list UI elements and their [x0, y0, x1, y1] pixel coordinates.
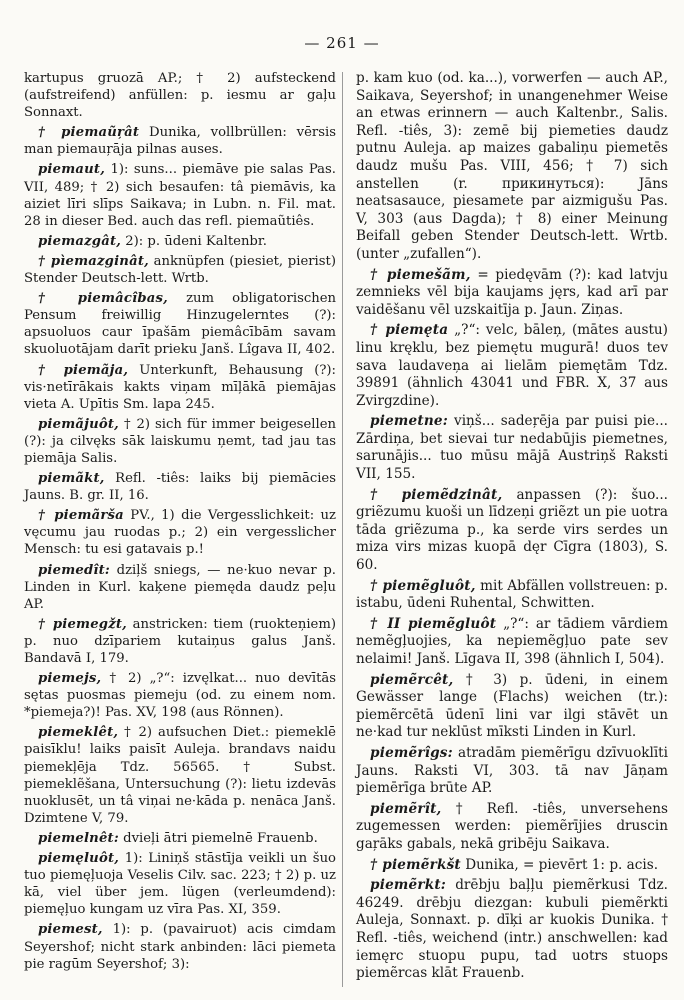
- dictionary-entry: [24, 253, 336, 287]
- entry-headword: piemęluôt,: [38, 851, 120, 867]
- dictionary-entry: [24, 416, 336, 467]
- dictionary-entry: [24, 724, 336, 827]
- dictionary-entry: [356, 857, 668, 875]
- entry-headword: † piemãja,: [38, 362, 129, 378]
- entry-text: † Refl. -tiês, unversehens zugemessen werden: piemẽrījies druscin gaŗāks gabals, nekā gribēju Saikava.: [356, 800, 668, 852]
- entry-text: 1): Liniņš stāstīja veikli un šuo tuo piemęļuoja Veselis Cilv. sac. 223; † 2) p. uz kā, viel über jem. lügen (verleumdend): piemęļuo kungam uz vīra Pas. XI, 359.: [24, 851, 336, 918]
- entry-headword: piemazgât,: [38, 233, 122, 249]
- page-number: — 261 —: [304, 34, 380, 52]
- dictionary-entry: [24, 850, 336, 918]
- entry-headword: piemeklêt,: [38, 725, 119, 741]
- entry-headword: † piemẽgluôt,: [370, 577, 476, 594]
- entry-text: „?“: velc, bāleņ, (mātes austu) linu kręklu, bez piemętu mugurā! duos tev sava laudaveņa ai lielām piemętām Tdz. 39891 (ähnlich 43041 und FBR. X, 37 aus Zvirgzdine).: [356, 322, 668, 409]
- entry-text: zum obligatorischen Pensum freiwillig Hinzugelerntes (?): apsuoluos caur īpašām piemâcībām savam skuoluotājam darīt prieku Janš. Lîgava II, 402.: [24, 291, 337, 358]
- dictionary-entry: [356, 322, 668, 410]
- column-divider: [342, 72, 343, 987]
- dictionary-entry: [24, 70, 336, 121]
- entry-headword: piemẽrcêt,: [370, 671, 454, 688]
- entry-text: anstricken: tiem (ruokteņiem) p. nuo dzīpariem kutaiņus galus Janš. Bandavā I, 179.: [24, 616, 337, 666]
- dictionary-entry: [24, 161, 336, 229]
- entry-headword: piemedît:: [38, 562, 110, 578]
- left-column: [24, 70, 336, 976]
- dictionary-entry: [356, 672, 668, 742]
- dictionary-entry: [356, 745, 668, 798]
- dictionary-entry: [24, 233, 336, 250]
- dictionary-entry: [356, 578, 668, 613]
- entry-headword: piemest,: [38, 922, 103, 938]
- entry-headword: † piemãrša: [38, 508, 124, 524]
- dictionary-entry: [356, 487, 668, 575]
- entry-headword: piemejs,: [38, 671, 102, 687]
- entry-text: 1): suns... piemāve pie salas Pas. VII, 489; † 2) sich besaufen: tâ piemāvis, ka aiziet līri slīps Saikava; in Lubn. n. Fil. mat. 28 in dieser Bed. auch das refl. piemaũtiês.: [24, 162, 336, 229]
- entry-headword: piemẽrîgs:: [370, 744, 453, 761]
- entry-text: Unterkunft, Behausung (?): vis·netīrākais kakts viņam mīļākā piemājas vieta A. Upītis Sm. lapa 245.: [24, 362, 337, 412]
- entry-headword: † pìemazginât,: [38, 253, 149, 269]
- entry-text: 1): p. (pavairuot) acis cimdam Seyershof; nicht stark anbinden: lāci piemeta pie ragūm Seyershof; 3):: [24, 922, 336, 972]
- dictionary-entry: [24, 362, 336, 413]
- dictionary-entry: [24, 124, 336, 158]
- entry-text: anknüpfen (piesiet, pierist) Stender Deutsch-lett. Wrtb.: [24, 253, 336, 287]
- right-column: [356, 70, 668, 986]
- entry-text: anpassen (?): šuo... griẽzumu kuoši un līdzeņi griẽzt un pie uotra tāda griẽzuma p., ka serde virs serdes un miza virs mizas kuopā dęr Cīgra (1803), S. 60.: [356, 486, 668, 574]
- entry-text: „?“: ar tādiem vārdiem nemẽgļuojies, ka nepiemẽgļuo pate sev nelaimi! Janš. Līgava II, 398 (ähnlich I, 504).: [356, 615, 668, 667]
- dictionary-entry: [356, 413, 668, 483]
- dictionary-entry: [24, 562, 336, 613]
- entry-text: Refl. -tiês: laiks bij piemācies Jauns. B. gr. II, 16.: [24, 471, 336, 504]
- entry-text: PV., 1) die Vergesslichkeit: uz vęcumu jau ruodas p.; 2) ein vergesslicher Mensch: tu esi gatavais p.!: [24, 508, 336, 558]
- entry-headword: † piemešãm,: [370, 266, 471, 283]
- entry-text: 2): p. ūdeni Kaltenbr.: [125, 233, 267, 249]
- dictionary-entry: [24, 507, 336, 558]
- entry-headword: † piemegžt,: [38, 616, 127, 632]
- entry-text: kartupus gruozā AP.; † 2) aufsteckend (aufstreifend) anfüllen: p. iesmu ar gaļu Sonnaxt.: [24, 71, 336, 121]
- entry-text: † 2) „?“: izvęlkat... nuo devītās sętas puosmas piemeju (od. zu einem nom. *piemeja?)! Pas. XV, 198 (aus Rönnen).: [24, 671, 336, 721]
- entry-text: viņš... sadeŗēja par puisi pie... Zārdiņa, bet sievai tur nedabūjis piemetnes, sarunājis... tuo mūsu mājā Austriņš Raksti VII, 155.: [356, 413, 669, 483]
- entry-headword: † piemẽrkšt: [370, 856, 461, 873]
- entry-headword: piemẽrkt:: [370, 877, 447, 894]
- entry-headword: piemẽrît,: [370, 800, 442, 817]
- entry-text: † 3) p. ūdeni, in einem Gewässer lange (Flachs) weichen (tr.): piemẽrcētā ūdenī lini var ilgi stāvēt un ne·kad tur neklūst mīksti Linden in Kurl.: [356, 671, 668, 741]
- entry-text: † 2) sich für immer beigesellen (?): ja cilvęks sāk laiskumu ņemt, tad jau tas piemāja Salis.: [24, 416, 336, 466]
- dictionary-entry: [24, 290, 336, 358]
- entry-text: mit Abfällen vollstreuen: p. istabu, ūdeni Ruhental, Schwitten.: [356, 577, 668, 612]
- dictionary-entry: [24, 616, 336, 667]
- dictionary-entry: [356, 877, 668, 983]
- entry-headword: † piemẽdzinât,: [370, 486, 503, 503]
- dictionary-entry: [24, 921, 336, 972]
- dictionary-entry: [24, 470, 336, 504]
- entry-text: atradām piemẽrīgu dzīvuoklīti Jauns. Raksti VI, 303. tā nav Jāņam piemērīga brūte AP.: [356, 744, 668, 797]
- entry-headword: piemãkt,: [38, 471, 105, 487]
- dictionary-entry: [356, 616, 668, 669]
- entry-text: p. kam kuo (od. ka...), vorwerfen — auch AP., Saikava, Seyershof; in unangenehmer Weise an etwas erinnern — auch Kaltenbr., Salis. Refl. -tiês, 3): zemē bij piemeties daudz putnu Auleja. ap maizes gabaliņu piemetēs daudz mušu Pas. VIII, 456; † 7) sich anstellen (r. прикинуться): Jāns neatsasauce, piesamete par aizmigušu Pas. V, 303 (aus Dagda); † 8) einer Meinung Beifall geben Stender Deutsch-lett. Wrtb. (unter „zufallen“).: [356, 70, 668, 262]
- entry-headword: piemãjuôt,: [38, 416, 119, 432]
- dictionary-entry: [24, 670, 336, 721]
- entry-text: = piedęvām (?): kad latvju zemnieks vēl bija kaujams jęrs, kad arī par vaidēšanu vēl uzskaitīja p. Jaun. Ziņas.: [356, 266, 668, 318]
- entry-headword: † II piemẽgluôt: [370, 615, 497, 632]
- entry-headword: † piemęta: [370, 322, 449, 339]
- entry-headword: piemelnêt:: [38, 830, 119, 846]
- dictionary-entry: [356, 70, 668, 264]
- entry-text: Dunika, = pievērt 1: p. acis.: [465, 856, 659, 873]
- entry-text: Dunika, vollbrüllen: vērsis man piemauŗāja pilnas auses.: [24, 125, 336, 158]
- entry-headword: piemaut,: [38, 162, 105, 178]
- dictionary-entry: [24, 830, 336, 847]
- entry-headword: piemetne:: [370, 413, 448, 430]
- entry-text: dziļš sniegs, — ne·kuo nevar p. Linden in Kurl. kaķene piemęda daudz peļu AP.: [24, 562, 336, 612]
- entry-text: dvieļi ātri piemelnē Frauenb.: [123, 830, 318, 846]
- entry-text: † 2) aufsuchen Diet.: piemeklē paisīklu! laiks paisīt Auleja. brandavs naidu piemekļēja Tdz. 56565. † Subst. piemeklẽšana, Untersuchung (?): lietu izdevās nuoklusēt, un tâ viņai ne·kāda p. nenāca Janš. Dzimtene V, 79.: [24, 725, 336, 826]
- entry-headword: † piemâcîbas,: [38, 291, 168, 307]
- entry-text: drēbju baļļu piemẽrkusi Tdz. 46249. drēbju diezgan: kubuli piemẽrkti Auleja, Sonnaxt. p. dīķi ar kuokis Dunika. † Refl. -tiês, weichend (intr.) anschwellen: kad iemęrc stuopu pupu, tad uotrs stuops piemẽrcas klāt Frauenb.: [356, 877, 669, 982]
- entry-headword: † piemaũŗât: [38, 125, 140, 141]
- dictionary-entry: [356, 267, 668, 320]
- dictionary-entry: [356, 801, 668, 854]
